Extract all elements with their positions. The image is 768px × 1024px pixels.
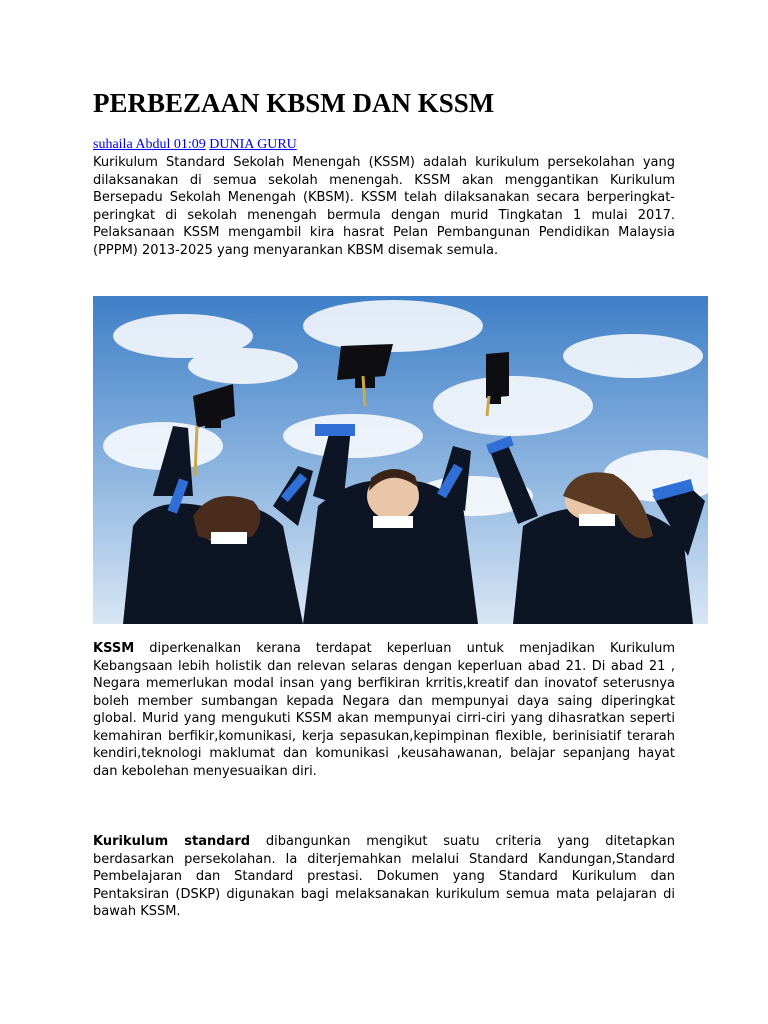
- label-link[interactable]: DUNIA GURU: [209, 137, 297, 152]
- author-link[interactable]: [93, 137, 206, 152]
- byline: [93, 136, 297, 154]
- graduation-photo: [93, 296, 708, 624]
- paragraph-kssm-lead: KSSM: [93, 641, 135, 656]
- article-title: PERBEZAAN KBSM DAN KSSM: [93, 88, 495, 118]
- paragraph-kssm-body: diperkenalkan kerana terdapat keperluan untuk menjadikan Kurikulum Kebangsaan lebih holistik dan relevan selaras dengan keperluan abad 21. Di abad 21 , Negara memerlukan modal insan yang berfikiran krritis,kreatif dan inovatof seterusnya boleh member sumbangan kepada Negara dan mempunyai daya saing diperingkat global. Murid yang mengukuti KSSM akan mempunyai cirri-ciri yang dihasratkan seperti kemahiran berfikir,komunikasi, kerja sepasukan,kepimpinan flexible, berinisiatif terarah kendiri,teknologi maklumat dan komunikasi ,keusahawanan, belajar sepanjang hayat dan kebolehan menyesuaikan diri.: [93, 641, 675, 779]
- post-time: 01:09: [173, 137, 206, 152]
- paragraph-standard-body: dibangunkan mengikut suatu criteria yang ditetapkan berdasarkan persekolahan. Ia diterjemahkan melalui Standard Kandungan,Standard Pembelajaran dan Standard prestasi. Dokumen yang Standard Kurikulum dan Pentaksiran (DSKP) digunakan bagi melaksanakan kurikulum semua mata pelajaran di bawah KSSM.: [93, 834, 675, 919]
- paragraph-kssm: [93, 640, 675, 780]
- paragraph-standard-lead: Kurikulum standard: [93, 834, 251, 849]
- paragraph-standard: [93, 833, 675, 921]
- paragraph-intro: Kurikulum Standard Sekolah Menengah (KSSM) adalah kurikulum persekolahan yang dilaksanakan di semua sekolah menengah. KSSM akan menggantikan Kurikulum Bersepadu Sekolah Menengah (KBSM). KSSM telah dilaksanakan secara berperingkat-peringkat di sekolah menengah bermula dengan murid Tingkatan 1 mulai 2017. Pelaksanaan KSSM mengambil kira hasrat Pelan Pembangunan Pendidikan Malaysia (PPPM) 2013-2025 yang menyarankan KBSM disemak semula.: [93, 155, 675, 258]
- author-name: suhaila Abdul: [93, 137, 171, 152]
